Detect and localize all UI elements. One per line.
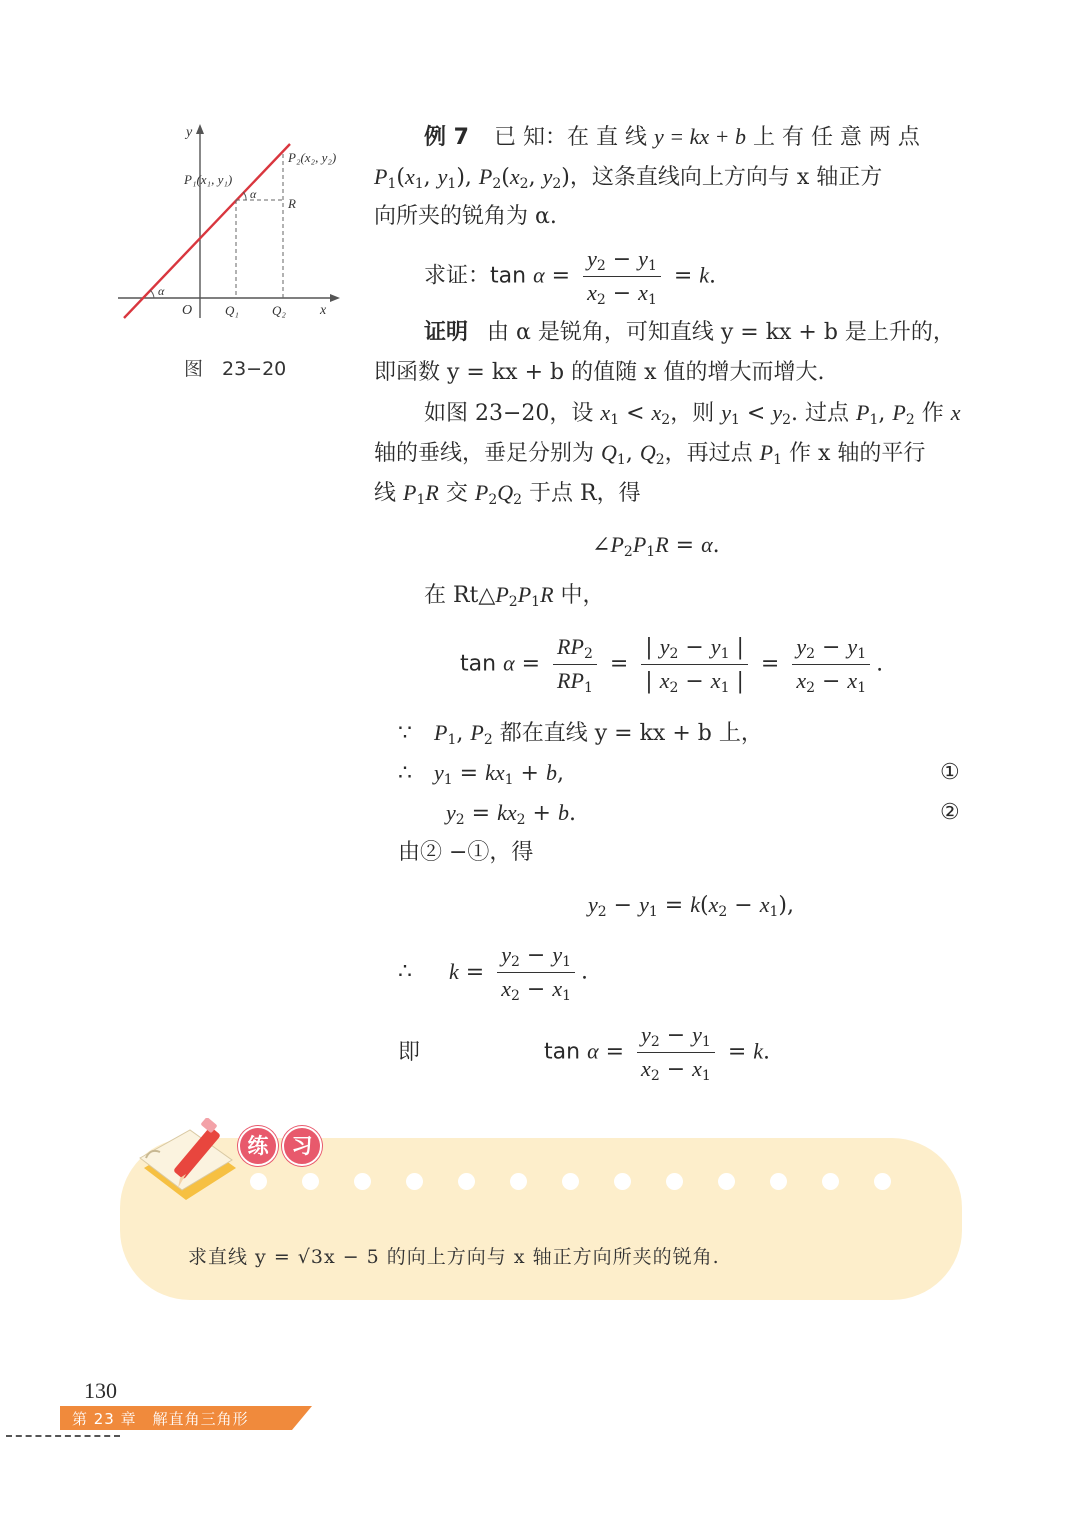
practice-badge-lian: 练 [238,1126,278,1166]
label-alpha-bottom: α [158,284,165,298]
practice-dot [718,1173,735,1190]
practice-dot [406,1173,423,1190]
practice-dot [562,1173,579,1190]
label-y: y [186,125,193,140]
practice-dot [614,1173,631,1190]
angle-equation: $\angle P_2P_1R = \alpha$. [592,532,720,560]
y-axis-arrow [196,124,204,134]
practice-dot [666,1173,683,1190]
practice-dot [250,1173,267,1190]
equation-number-1: ① [940,760,960,785]
example-title: 例 7 [424,125,469,150]
angle-arc-x [150,290,154,298]
given-equation: y = kx + b [653,124,746,149]
fraction-prove: $\frac{y_2 - y_1}{x_2 - x_1}$ [583,246,661,307]
ji-label: 即 [398,1040,421,1065]
given-text-1: 已 知：在 直 线 [493,125,647,150]
footer-dashed-rule [6,1435,120,1437]
label-p1: P₁(x₁, y₁) [184,172,233,187]
para2-line-3: 线 $P_1R$ 交 $P_2Q_2$ 于点 R，得 [374,480,641,508]
label-x: x [320,303,327,318]
practice-dot [510,1173,527,1190]
label-origin: O [182,303,193,318]
in-triangle-text: 在 $Rt\triangle P_2P_1R$ 中， [424,582,605,610]
therefore-line-1: ∴ $y_1 = kx_1 + b$, [398,760,564,788]
label-q1: Q₁ [225,303,239,318]
label-p2: P₂(x₂, y₂) [288,150,337,165]
prove-statement: 求证：tan α = $\frac{y_2 - y_1}{x_2 - x_1}$ = k. [424,246,717,308]
practice-dot [302,1173,319,1190]
final-equation: tan α = $\frac{y_2 - y_1}{x_2 - x_1}$ = k. [544,1022,771,1084]
figure-23-20 [110,118,370,333]
k-equation: ∴ k = $\frac{y_2 - y_1}{x_2 - x_1}$ . [398,942,588,1004]
page-number: 130 [84,1378,117,1403]
x-axis-arrow [330,294,340,302]
proof-label: 证明 [424,320,469,345]
practice-badge-xi: 习 [282,1126,322,1166]
practice-dot [458,1173,475,1190]
given-text-2: 上 有 任 意 两 点 [752,125,920,150]
because-line: ∵ $P_1$, $P_2$ 都在直线 y = kx + b 上， [398,720,763,748]
proof-line-1 [424,318,955,348]
example-line-3: 向所夹的锐角为 α. [374,204,557,229]
practice-dot [874,1173,891,1190]
para2-line-2: 轴的垂线，垂足分别为 $Q_1$, $Q_2$，再过点 $P_1$ 作 x 轴的平行 [374,440,926,468]
equation-number-2: ② [940,800,960,825]
example-line-1 [424,122,920,153]
equation-line-2: $y_2 = kx_2 + b$. [446,800,576,828]
angle-arc-p1 [243,192,246,200]
proof-line-2: 即函数 y = kx + b 的值随 x 值的增大而增大. [374,360,825,385]
proof-text-1: 由 α 是锐角，可知直线 y = kx + b 是上升的， [487,320,955,345]
example-line-2: $P_1(x_1$, $y_1$), $P_2(x_2$, $y_2$)，这条直线向上方向与 x 轴正方 [374,164,883,192]
chapter-title: 第 23 章 解直角三角形 [72,1410,249,1428]
practice-dot [770,1173,787,1190]
practice-dot [822,1173,839,1190]
figure-caption: 图 23−20 [184,358,287,380]
difference-equation: $y_2 - y_1 = k(x_2 - x_1)$, [588,892,794,920]
example-line-2-text: ，这条直线向上方向与 x 轴正方 [569,165,883,190]
line-y-kx-b [124,144,290,318]
label-r: R [288,196,296,211]
label-q2: Q₂ [272,303,286,318]
para2-line-1: 如图 23−20，设 $x_1 < x_2$，则 $y_1 < y_2$. 过点 $P_1$, $P_2$ 作 x [424,400,961,428]
subtract-line: 由② −①，得 [398,840,534,865]
practice-question: 求直线 y = √3x − 5 的向上方向与 x 轴正方向所夹的锐角. [188,1246,720,1268]
prove-label: 求证： [424,263,491,289]
label-alpha-top: α [250,187,257,201]
practice-dot [354,1173,371,1190]
tan-equation: tan α = $\frac{RP_2}{RP_1}$ = $\frac{| y_2 - y_1 |}{| x_2 - x_1 |}$ = $\frac{y_2 - y_1}{x_2 - x_1}$ . [460,634,884,696]
pencil-paper-icon [136,1118,248,1208]
